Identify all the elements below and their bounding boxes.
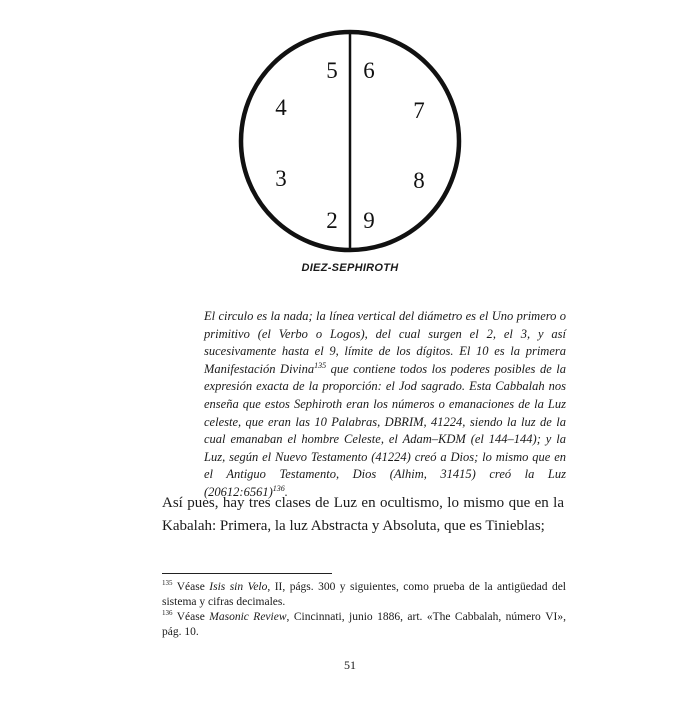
footnote-divider: [162, 573, 332, 574]
sephiroth-diagram: [232, 28, 468, 254]
sephira-number-8: 8: [413, 168, 425, 193]
quote-text-3: .: [284, 484, 288, 499]
figure-caption: DIEZ-SEPHIROTH: [301, 262, 399, 274]
footnote-text: Véase: [172, 581, 210, 593]
sephira-number-4: 4: [275, 95, 287, 120]
footnote-text: , págs. 300 y siguientes, como prueba de la antigüedad del sistema y cifras decimales.: [162, 581, 567, 608]
footnote-136: [162, 610, 566, 640]
footnote-text: , Cincinnati, junio 1886, art. «The Cabbalah, número: [286, 611, 546, 623]
quote-text-2: que contiene todos los poderes posibles de la expresión exacta de la proporción: el Jod sagrado. Esta Cabbalah nos enseña que estos Sephiroth eran los números o emanaciones de la Luz celeste, que eran las 10 Palabras, DBRIM, 41224, siendo la luz de la cual emanaban el hombre Celeste, el Adam–KDM (el 144–144); y la Luz, según el Nuevo Testamento (41224) creó a Dios; lo mismo que en el Antiguo Testamento, Dios (Alhim, 31415) creó la Luz (20612:6561): [204, 361, 566, 499]
footnote-ref-135: 135: [314, 360, 327, 370]
footnote-volume: VI: [545, 611, 558, 623]
footnote-number: 136: [162, 609, 173, 618]
footnotes: [162, 580, 566, 640]
footnote-journal-title: Masonic Review: [209, 611, 287, 623]
sephira-number-9: 9: [363, 208, 375, 233]
footnote-text: Véase: [172, 611, 210, 623]
footnote-text: », pág. 10.: [162, 611, 566, 638]
footnote-volume: II: [274, 581, 283, 593]
page-number: 51: [344, 658, 356, 672]
footnote-book-title: Isis sin Velo: [209, 581, 268, 593]
sephira-number-3: 3: [275, 166, 287, 191]
footnote-number: 135: [162, 579, 173, 588]
sephira-number-7: 7: [413, 98, 425, 123]
quote-text-1: El circulo es la nada; la línea vertical del diámetro es el Uno primero o primitivo (el Verbo o Logos), del cual surgen el 2, el 3, y así sucesivamente hasta el 9, límite de los dígitos. El 10 es la primera Manifestación Divina: [204, 309, 566, 376]
footnote-ref-136: 136: [272, 483, 285, 493]
sephira-number-2: 2: [326, 208, 338, 233]
sephira-number-6: 6: [363, 58, 375, 83]
quoted-passage: [204, 308, 566, 502]
body-paragraph: Así pues, hay tres clases de Luz en ocultismo, lo mismo que en la Kabalah: Primera, la luz Abstracta y Absoluta, que es Tinieblas;: [162, 495, 564, 534]
sephira-number-5: 5: [326, 58, 338, 83]
footnote-135: $^{135}$ Véase Isis sin Velo, II, págs. 300 y siguientes, como prueba de la antigüedad del sistema y cifras decimales.: [162, 579, 567, 608]
